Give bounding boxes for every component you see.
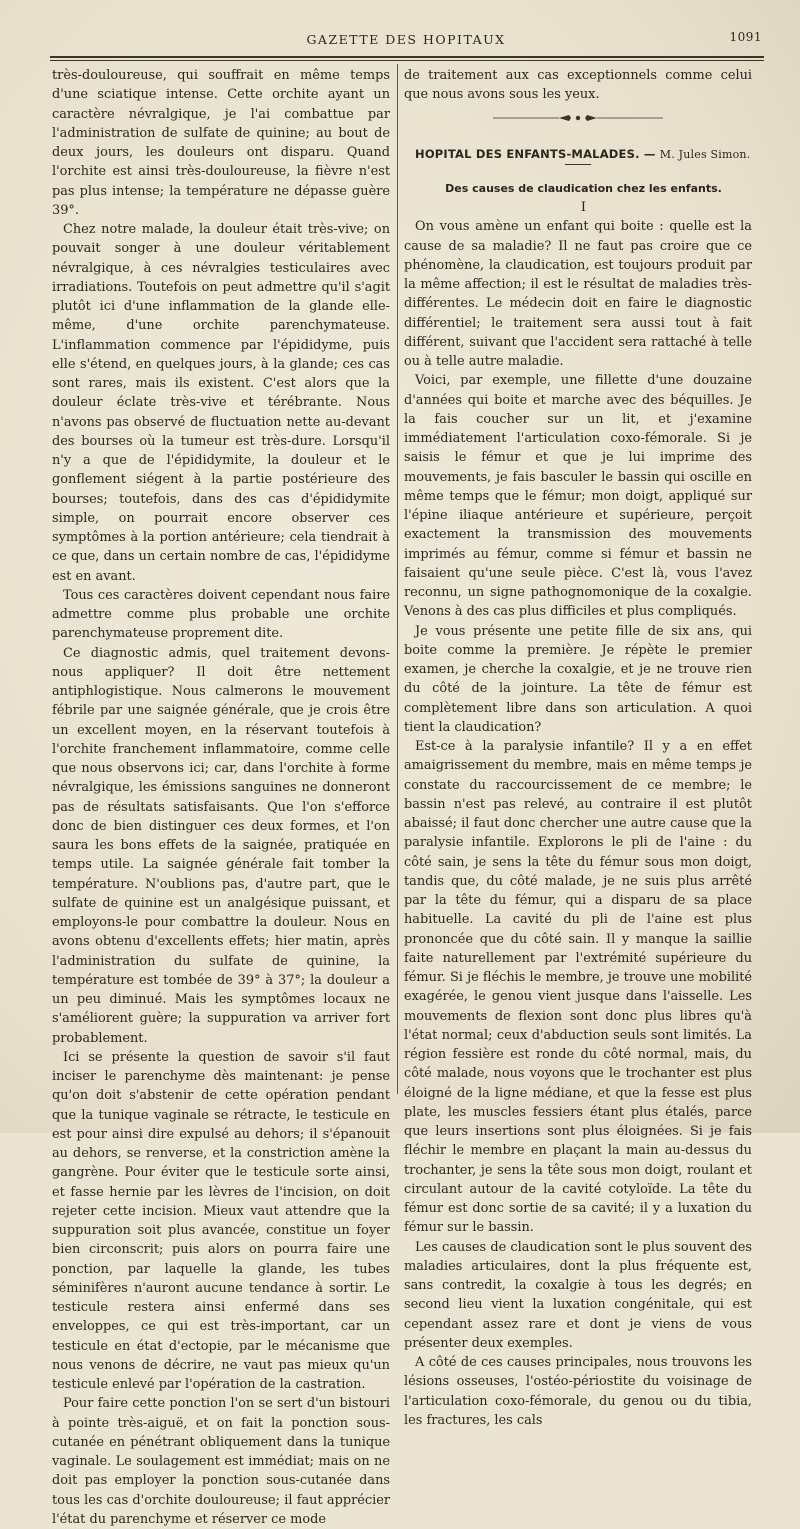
paragraph: On vous amène un enfant qui boite : quelle est la cause de sa maladie? Il ne faut pas croire que ce phénomène, la claudication, est toujours produit par la même affection; il est le résultat de maladies très-différentes. Le médecin doit en faire le diagnostic différentiel; le traitement sera aussi tout à fait différent, suivant que l'accident sera rattaché à telle ou à telle autre maladie.	[404, 219, 752, 369]
paragraph: A côté de ces causes principales, nous trouvons les lésions osseuses, l'ostéo-périostite du voisinage de l'articulation coxo-fémorale, du genou ou du tibia, les fractures, les cals	[404, 1355, 752, 1428]
paragraph: Tous ces caractères doivent cependant nous faire admettre comme plus probable une orchite parenchymateuse proprement dite.	[52, 587, 390, 642]
left-column	[52, 66, 390, 1529]
column-divider	[397, 64, 398, 1094]
paragraph: Ici se présente la question de savoir s'il faut inciser le parenchyme dès maintenant: je pense qu'on doit s'abstenir de cette opération pendant que la tunique vaginale se rétracte, le testicule en est pour ainsi dire expulsé au dehors; il s'épanouit au dehors, se renverse, et la constriction amène la gangrène. Pour éviter que le testicule sorte ainsi, et fasse hernie par les lèvres de l'incision, on doit rejeter cette incision. Mieux vaut attendre que la suppuration soit plus avancée, constitue un foyer bien circonscrit; puis alors on pourra faire une ponction, par laquelle la glande, les tubes séminifères n'auront aucune tendance à sortir. Le testicule restera ainsi enfermé dans ses enveloppes, ce qui est très-important, car un testicule en état d'ectopie, par le mécanisme que nous venons de décrire, ne vaut pas mieux qu'un testicule enlevé par l'opération de la castration.	[52, 1049, 390, 1392]
paragraph: Chez notre malade, la douleur était très-vive; on pouvait songer à une douleur véritablement névralgique, à ces névralgies testiculaires avec irradiations. Toutefois on peut admettre qu'il s'agit plutôt ici d'une inflammation de la glande elle-même, d'une orchite parenchymateuse. L'inflammation commence par l'épididyme, puis elle s'étend, en quelques jours, à la glande; ces cas sont rares, mais ils existent. C'est alors que la douleur éclate très-vive et térébrante. Nous n'avons pas observé de fluctuation nette au-devant des bourses où la tumeur est très-dure. Lorsqu'il n'y a que de l'épididymite, la douleur et le gonflement siégent à la partie postérieure des bourses; toutefois, dans des cas d'épididymite simple, on pourrait encore observer ces symptômes à la portion antérieure; cela tiendrait à ce que, dans un certain nombre de cas, l'épididyme est en avant.	[52, 222, 390, 584]
ornament-divider	[493, 113, 663, 123]
section-author: M. Jules Simon.	[659, 147, 751, 161]
paragraph: Je vous présente une petite fille de six ans, qui boite comme la première. Je répète le premier examen, je cherche la coxalgie, et je ne trouve rien du côté de la jointure. La tête de fémur est complètement libre dans son articulation. A quoi tient la claudication?	[404, 623, 752, 735]
article-subtitle: Des causes de claudication chez les enfants.	[445, 181, 722, 195]
right-column	[404, 66, 752, 1430]
section-number: I	[580, 200, 587, 215]
paragraph: Pour faire cette ponction l'on se sert d'un bistouri à pointe très-aiguë, et on fait la ponction sous-cutanée en pénétrant obliquement dans la tunique vaginale. Le soulagement est immédiat; mais on ne doit pas employer la ponction sous-cutanée dans tous les cas d'orchite douloureuse; il faut apprécier l'état du parenchyme et réserver ce mode	[52, 1396, 390, 1527]
page-number: 1091	[729, 30, 762, 44]
section-heading	[404, 145, 752, 164]
page-header	[48, 28, 764, 52]
paragraph: très-douloureuse, qui souffrait en même temps d'une sciatique intense. Cette orchite ayant un caractère névralgique, je l'ai combattue par l'administration de sulfate de quinine; au bout de deux jours, les douleurs ont disparu. Quand l'orchite est ainsi très-douloureuse, la fièvre n'est pas plus intense; la température ne dépasse guère 39°.	[52, 68, 390, 218]
paragraph: de traitement aux cas exceptionnels comme celui que nous avons sous les yeux.	[404, 68, 752, 103]
header-rule	[50, 56, 764, 61]
paragraph: Est-ce à la paralysie infantile? Il y a en effet amaigrissement du membre, mais en même temps je constate du raccourcissement de ce membre; le bassin n'est pas relevé, au contraire il est plutôt abaissé; il faut donc chercher une autre cause que la paralysie infantile. Explorons le pli de l'aine : du côté sain, je sens la tête du fémur sous mon doigt, tandis que, du côté malade, je ne suis plus arrêté par la tête du fémur, qui a disparu de sa place habituelle. La cavité du pli de l'aine est plus prononcée que du côté sain. Il y manque la saillie faite naturellement par l'extrémité supérieure du fémur. Si je fléchis le membre, je trouve une mobilité exagérée, le genou vient jusque dans l'aisselle. Les mouvements de flexion sont donc plus libres qu'à l'état normal; ceux d'abduction seuls sont limités. La région fessière est ronde du côté normal, mais, du côté malade, nous voyons que le trochanter est plus éloigné de la ligne médiane, et que la fesse est plus plate, les muscles fessiers étant plus étalés, parce que leurs insertions sont plus éloignées. Si je fais fléchir le membre en plaçant la main au-dessus du trochanter, je sens la tête sous mon doigt, roulant et circulant autour de la cavité cotyloïde. La tête du fémur est donc sortie de sa cavité; il y a luxation du fémur sur le bassin.	[404, 739, 752, 1236]
section-heading-title: HOPITAL DES ENFANTS-MALADES. —	[415, 146, 660, 161]
paragraph: Ce diagnostic admis, quel traitement devons-nous appliquer? Il doit être nettement antiphlogistique. Nous calmerons le mouvement fébrile par une saignée générale, que je crois être un excellent moyen, en la réservant toutefois à l'orchite franchement inflammatoire, comme celle que nous observons ici; car, dans l'orchite à forme névralgique, les émissions sanguines ne donneront pas de résultats satisfaisants. Que l'on s'efforce donc de bien distinguer ces deux formes, et l'on saura les bons effets de la saignée, pratiquée en temps utile. La saignée générale fait tomber la température. N'oublions pas, d'autre part, que le sulfate de quinine est un analgésique puissant, et employons-le pour combattre la douleur. Nous en avons obtenu d'excellents effets; hier matin, après l'administration du sulfate de quinine, la température est tombée de 39° à 37°; la douleur a un peu diminué. Mais les symptômes locaux ne s'améliorent guère; la suppuration va arriver fort probablement.	[52, 645, 390, 1046]
paragraph: Les causes de claudication sont le plus souvent des maladies articulaires, dont la plus fréquente est, sans contredit, la coxalgie à tous les degrés; en second lieu vient la luxation congénitale, qui est cependant assez rare et dont je viens de vous présenter deux exemples.	[404, 1239, 752, 1351]
paragraph: Voici, par exemple, une fillette d'une douzaine d'années qui boite et marche avec des béquilles. Je la fais coucher sur un lit, et j'examine immédiatement l'articulation coxo-fémorale. Si je saisis le fémur et que je lui imprime des mouvements, je fais basculer le bassin qui oscille en même temps que le fémur; mon doigt, appliqué sur l'épine iliaque antérieure et supérieure, perçoit exactement la transmission des mouvements imprimés au fémur, comme si fémur et bassin ne faisaient qu'une seule pièce. C'est là, vous l'avez reconnu, un signe pathognomonique de la coxalgie. Venons à des cas plus difficiles et plus compliqués.	[404, 373, 752, 620]
short-rule	[565, 164, 591, 165]
running-title: GAZETTE DES HOPITAUX	[306, 32, 506, 47]
